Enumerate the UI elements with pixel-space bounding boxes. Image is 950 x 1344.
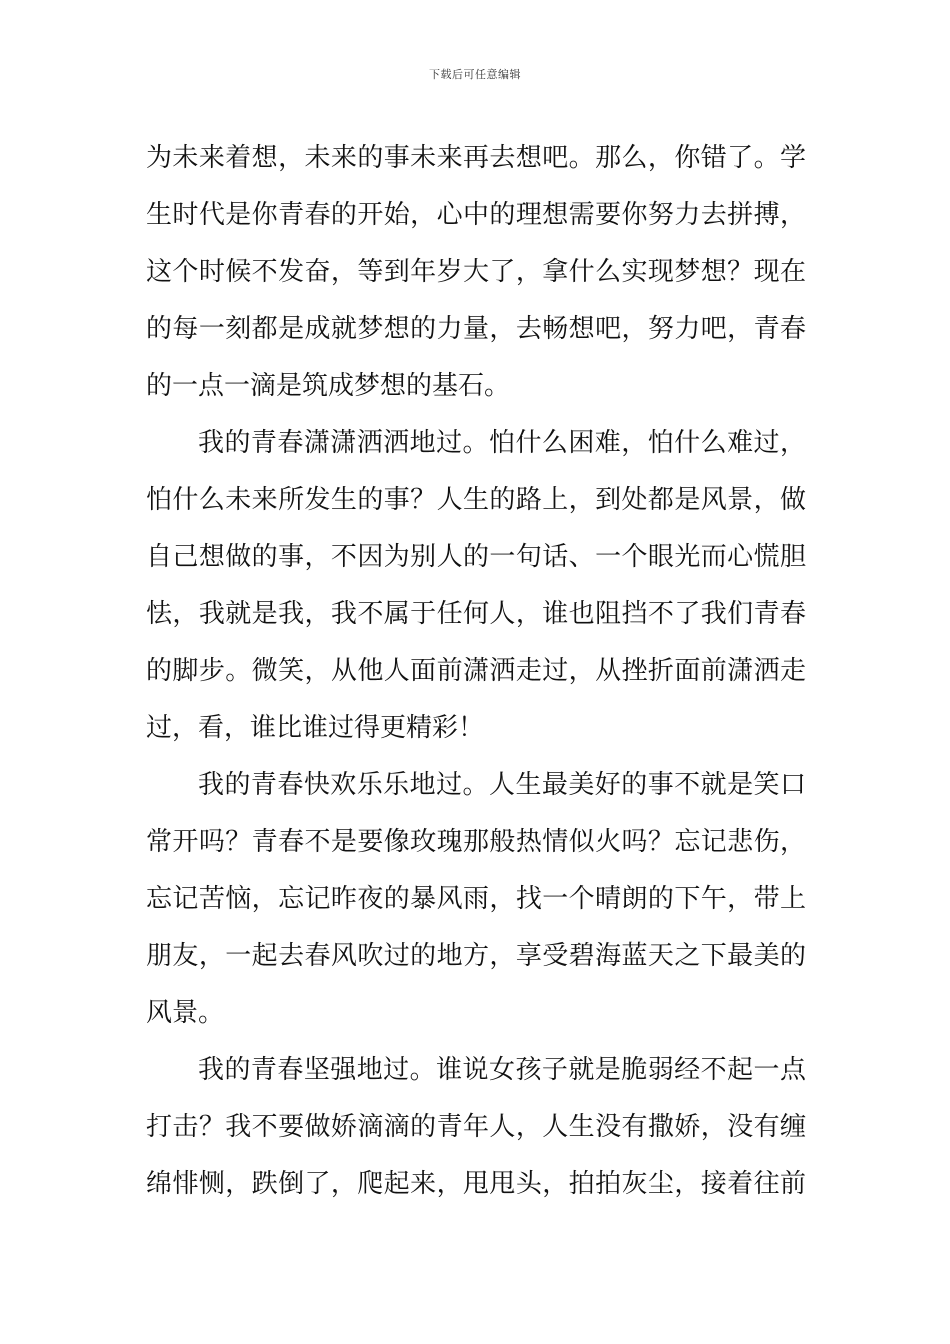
paragraph-2-line: 怕什么未来所发生的事？人生的路上，到处都是风景，做	[146, 485, 806, 515]
paragraph-1-line: 生时代是你青春的开始，心中的理想需要你努力去拼搏，	[146, 200, 806, 230]
paragraph-4-line: 绵悱恻，跌倒了，爬起来，甩甩头，拍拍灰尘，接着往前	[146, 1169, 806, 1199]
page-header: 下载后可任意编辑	[429, 68, 521, 81]
paragraph-2-line: 自己想做的事，不因为别人的一句话、一个眼光而心慌胆	[146, 542, 806, 572]
paragraph-1-line: 这个时候不发奋，等到年岁大了，拿什么实现梦想？现在	[146, 257, 806, 287]
paragraph-1-line: 的一点一滴是筑成梦想的基石。	[146, 371, 511, 401]
paragraph-4-line: 打击？我不要做娇滴滴的青年人，人生没有撒娇，没有缠	[146, 1112, 806, 1142]
paragraph-2-line: 我的青春潇潇洒洒地过。怕什么困难，怕什么难过，	[198, 428, 806, 458]
paragraph-3-line: 我的青春快欢乐乐地过。人生最美好的事不就是笑口	[198, 770, 806, 800]
paragraph-1-line: 为未来着想，未来的事未来再去想吧。那么，你错了。学	[146, 143, 806, 173]
document-body	[146, 130, 806, 1213]
paragraph-2-line: 怯，我就是我，我不属于任何人，谁也阻挡不了我们青春	[146, 599, 806, 629]
paragraph-2-line: 过，看，谁比谁过得更精彩！	[146, 713, 485, 743]
paragraph-1-line: 的每一刻都是成就梦想的力量，去畅想吧，努力吧，青春	[146, 314, 806, 344]
paragraph-3-line: 常开吗？青春不是要像玫瑰那般热情似火吗？忘记悲伤，	[146, 827, 806, 857]
paragraph-2-line: 的脚步。微笑，从他人面前潇洒走过，从挫折面前潇洒走	[146, 656, 806, 686]
paragraph-4-line: 我的青春坚强地过。谁说女孩子就是脆弱经不起一点	[198, 1055, 806, 1085]
paragraph-3-line: 朋友，一起去春风吹过的地方，享受碧海蓝天之下最美的	[146, 941, 806, 971]
paragraph-3-line: 忘记苦恼，忘记昨夜的暴风雨，找一个晴朗的下午，带上	[146, 884, 806, 914]
paragraph-3-line: 风景。	[146, 998, 225, 1028]
